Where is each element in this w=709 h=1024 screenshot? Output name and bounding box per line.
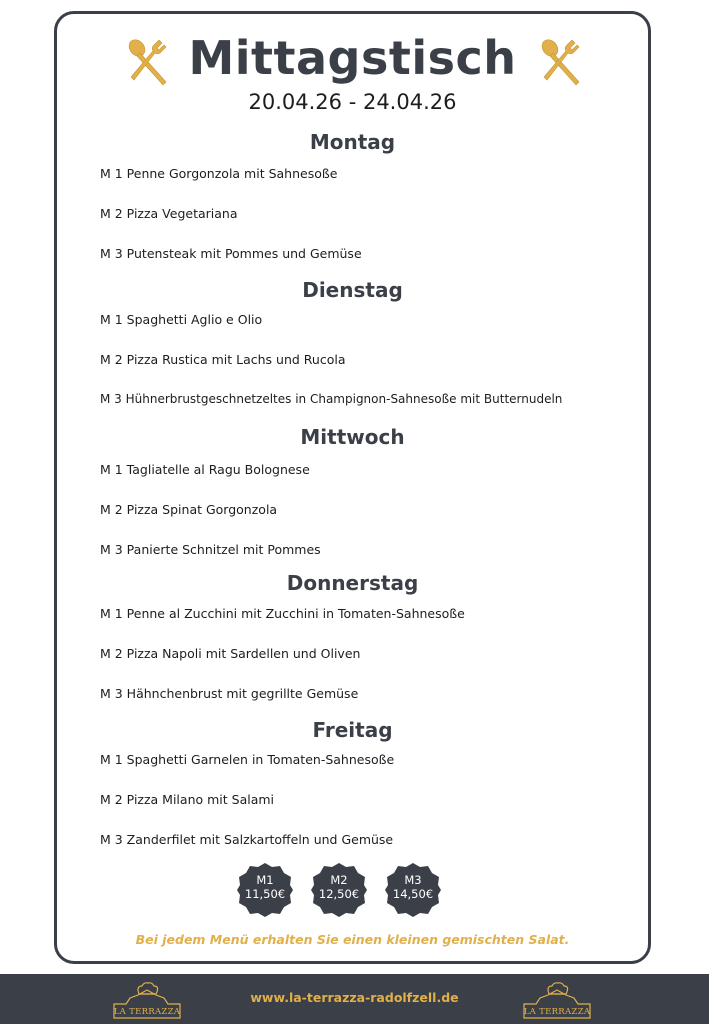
date-range: 20.04.26 - 24.04.26 (248, 90, 457, 114)
restaurant-logo (518, 980, 596, 1022)
menu-item: M 2 Pizza Napoli mit Sardellen und Oliven (100, 646, 361, 661)
day-heading-dienstag: Dienstag (302, 278, 403, 302)
day-heading-donnerstag: Donnerstag (286, 571, 419, 595)
menu-item: M 1 Spaghetti Garnelen in Tomaten-Sahnesoße (100, 752, 395, 767)
menu-item: M 3 Zanderfilet mit Salzkartoffeln und Gemüse (100, 832, 394, 847)
price-badge-label: M3 (404, 873, 422, 887)
title-row (57, 28, 648, 88)
menu-item: M 1 Penne Gorgonzola mit Sahnesoße (100, 166, 338, 181)
menu-item: M 2 Pizza Milano mit Salami (100, 792, 275, 807)
fork-spoon-icon (535, 36, 589, 90)
menu-item: M 3 Putensteak mit Pommes und Gemüse (100, 246, 362, 261)
price-badge-price: 14,50€ (392, 887, 434, 901)
page-title: Mittagstisch (188, 31, 517, 85)
menu-item: M 2 Pizza Spinat Gorgonzola (100, 502, 278, 517)
logo-text: LA TERRAZZA (113, 1007, 181, 1017)
menu-card (54, 11, 651, 964)
price-badge-price: 12,50€ (318, 887, 360, 901)
day-heading-mittwoch: Mittwoch (300, 425, 405, 449)
day-heading-montag: Montag (309, 130, 396, 154)
menu-item: M 3 Panierte Schnitzel mit Pommes (100, 542, 321, 557)
logo-text: LA TERRAZZA (523, 1007, 591, 1017)
price-badge-m1 (237, 862, 293, 918)
day-heading-freitag: Freitag (312, 718, 393, 742)
price-badge-price: 11,50€ (244, 887, 286, 901)
menu-item: M 3 Hähnchenbrust mit gegrillte Gemüse (100, 686, 359, 701)
website-link[interactable]: www.la-terrazza-radolfzell.de (250, 990, 459, 1005)
price-badge-label: M1 (256, 873, 274, 887)
price-badge-m3 (385, 862, 441, 918)
menu-item: M 2 Pizza Rustica mit Lachs und Rucola (100, 352, 346, 367)
price-badge-m2 (311, 862, 367, 918)
footer-bar (0, 974, 709, 1024)
salad-note: Bei jedem Menü erhalten Sie einen kleinen gemischten Salat. (135, 932, 570, 947)
menu-item: M 1 Tagliatelle al Ragu Bolognese (100, 462, 310, 477)
menu-item: M 1 Penne al Zucchini mit Zucchini in Tomaten-Sahnesoße (100, 606, 465, 621)
price-badge-label: M2 (330, 873, 348, 887)
menu-item: M 2 Pizza Vegetariana (100, 206, 238, 221)
menu-item: M 3 Hühnerbrustgeschnetzeltes in Champignon-Sahnesoße mit Butternudeln (100, 392, 563, 406)
menu-item: M 1 Spaghetti Aglio e Olio (100, 312, 263, 327)
